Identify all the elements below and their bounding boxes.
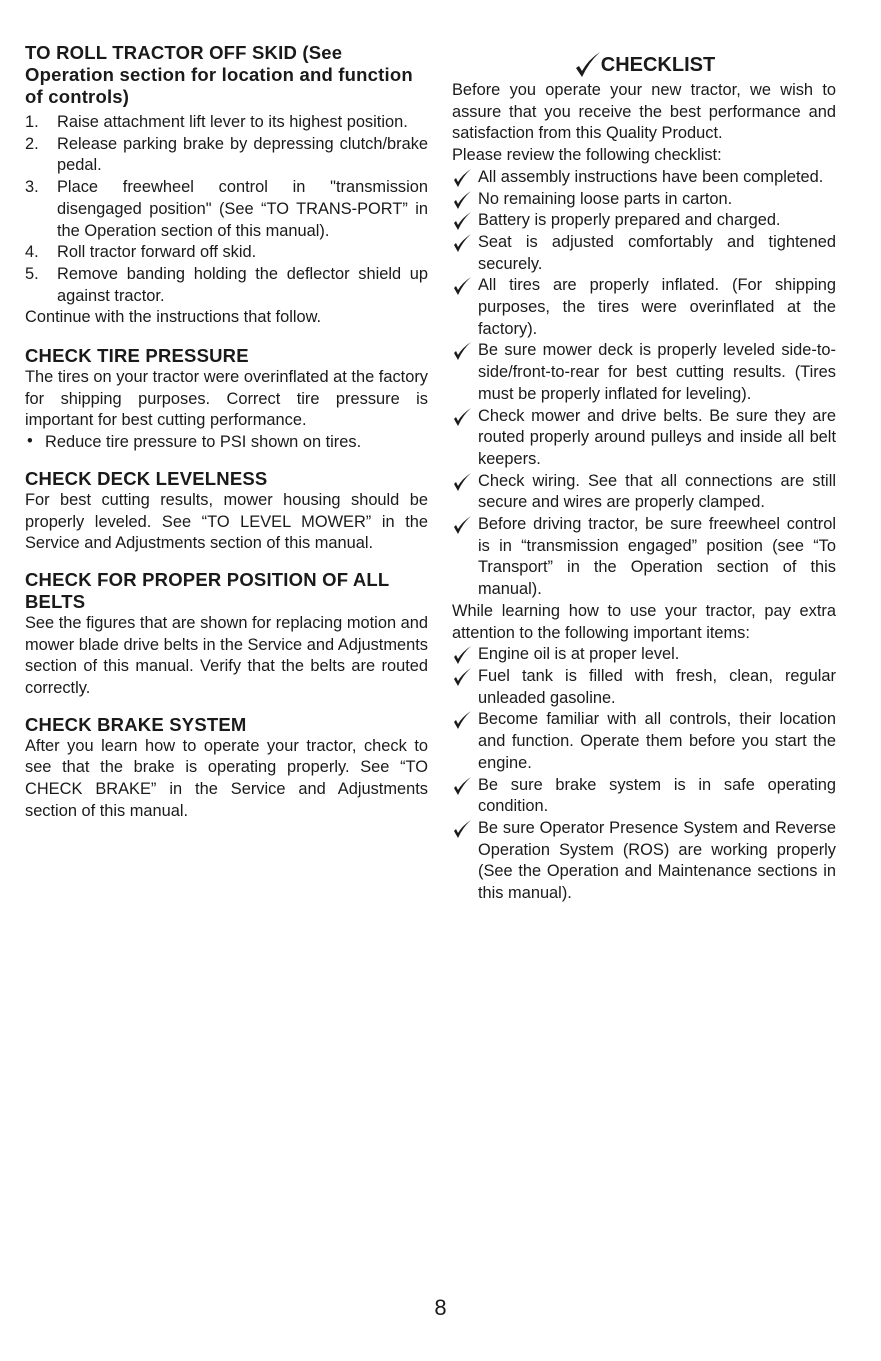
check-item-text: Seat is adjusted comfortably and tightened securely. — [478, 232, 836, 273]
list-item — [452, 471, 836, 514]
checkmark-icon — [452, 666, 472, 688]
checkmark-icon — [452, 775, 472, 797]
check-item-text: Battery is properly prepared and charged. — [478, 211, 781, 230]
list-item — [25, 264, 428, 307]
list-item — [452, 340, 836, 405]
checkmark-icon — [452, 514, 472, 536]
roll-tractor-heading: TO ROLL TRACTOR OFF SKID (See Operation section for location and function of controls) — [25, 42, 413, 107]
step-text: Place freewheel control in "transmission disengaged position" (See “TO TRANS-PORT” in the Operation section of this manual). — [57, 178, 428, 240]
checkmark-icon — [452, 818, 472, 840]
list-item — [25, 134, 428, 177]
belts-text: See the figures that are shown for replacing motion and mower blade drive belts in the Service and Adjustments section of this manual. Verify that the belts are routed correctly. — [25, 613, 428, 698]
important-item-text: Be sure brake system is in safe operating condition. — [478, 775, 836, 816]
list-item — [452, 666, 836, 709]
checkmark-icon — [452, 167, 472, 189]
checkmark-icon — [452, 210, 472, 232]
tire-bullet-text: Reduce tire pressure to PSI shown on tires. — [45, 433, 362, 452]
deck-levelness-text: For best cutting results, mower housing should be properly leveled. See “TO LEVEL MOWER” in the Service and Adjustments section of this manual. — [25, 490, 428, 553]
checkmark-icon — [452, 709, 472, 731]
checklist-intro: Before you operate your new tractor, we wish to assure that you receive the best performance and satisfaction from this Quality Product. — [452, 81, 836, 143]
checkmark-icon — [573, 50, 601, 80]
checklist-title — [452, 50, 836, 80]
step-number: 1. — [25, 113, 39, 131]
list-item — [452, 406, 836, 471]
check-item-text: Check wiring. See that all connections are still secure and wires are properly clamped. — [478, 471, 836, 512]
checkmark-icon — [452, 189, 472, 211]
check-item-text: Before driving tractor, be sure freewheel control is in “transmission engaged” position (see “To Transport” in the Operation section of this manual). — [478, 515, 836, 599]
learning-text: While learning how to use your tractor, pay extra attention to the following important items: — [452, 601, 836, 642]
tire-bullet-list — [25, 432, 428, 454]
list-item — [452, 818, 836, 905]
left-column — [25, 42, 428, 823]
list-item — [25, 177, 428, 242]
belts-heading: CHECK FOR PROPER POSITION OF ALL BELTS — [25, 568, 390, 612]
check-item-text: All assembly instructions have been completed. — [478, 167, 824, 186]
checkmark-icon — [452, 406, 472, 428]
checkmark-icon — [452, 471, 472, 493]
check-item-text: Check mower and drive belts. Be sure they are routed properly around pulleys and inside all belt keepers. — [478, 406, 836, 468]
roll-steps-list — [25, 112, 428, 307]
brake-system-text: After you learn how to operate your tractor, check to see that the brake is operating properly. See “TO CHECK BRAKE” in the Service and Adjustments section of this manual. — [25, 736, 428, 820]
step-number: 5. — [25, 264, 39, 283]
step-number: 3. — [25, 178, 39, 197]
checklist-items — [452, 167, 836, 601]
brake-system-heading: CHECK BRAKE SYSTEM — [25, 713, 247, 735]
important-item-text: Engine oil is at proper level. — [478, 645, 680, 664]
list-item — [452, 275, 836, 340]
checkmark-icon — [452, 644, 472, 666]
check-item-text: No remaining loose parts in carton. — [478, 189, 733, 208]
page-number: 8 — [434, 1295, 447, 1320]
bullet-icon: • — [27, 432, 33, 451]
list-item — [452, 210, 836, 232]
checkmark-icon — [452, 340, 472, 362]
list-item — [452, 709, 836, 774]
check-item-text: Be sure mower deck is properly leveled side-to-side/front-to-rear for best cutting results. (Tires must be properly inflated for leveling). — [478, 341, 836, 403]
list-item — [452, 775, 836, 818]
step-number: 4. — [25, 243, 39, 262]
check-item-text: All tires are properly inflated. (For shipping purposes, the tires were overinflated at the factory). — [478, 276, 836, 338]
important-items — [452, 644, 836, 904]
list-item — [452, 644, 836, 666]
list-item — [25, 112, 428, 134]
important-item-text: Fuel tank is filled with fresh, clean, regular unleaded gasoline. — [478, 666, 836, 707]
step-text: Roll tractor forward off skid. — [57, 243, 257, 262]
step-text: Release parking brake by depressing clutch/brake pedal. — [57, 134, 428, 175]
checklist-title-text: CHECKLIST — [600, 54, 716, 76]
important-item-text: Become familiar with all controls, their location and function. Operate them before you start the engine. — [478, 710, 836, 772]
deck-levelness-heading: CHECK DECK LEVELNESS — [25, 467, 268, 489]
important-item-text: Be sure Operator Presence System and Reverse Operation System (ROS) are working properly (See the Operation and Maintenance sections in this manual). — [478, 818, 836, 903]
step-number: 2. — [25, 134, 39, 153]
checklist-review-text: Please review the following checklist: — [452, 146, 722, 165]
continue-text: Continue with the instructions that follow. — [25, 308, 322, 327]
checkmark-icon — [452, 275, 472, 297]
tire-pressure-heading: CHECK TIRE PRESSURE — [25, 345, 249, 367]
list-item — [452, 189, 836, 211]
list-item — [452, 514, 836, 601]
list-item — [452, 167, 836, 189]
checkmark-icon — [452, 232, 472, 254]
tire-pressure-text: The tires on your tractor were overinflated at the factory for shipping purposes. Correct tire pressure is important for best cutting performance. — [25, 368, 428, 430]
step-text: Remove banding holding the deflector shield up against tractor. — [57, 264, 428, 305]
list-item — [452, 232, 836, 275]
right-column — [452, 42, 836, 905]
step-text: Raise attachment lift lever to its highest position. — [57, 113, 408, 131]
list-item — [25, 432, 428, 454]
list-item — [25, 242, 428, 264]
